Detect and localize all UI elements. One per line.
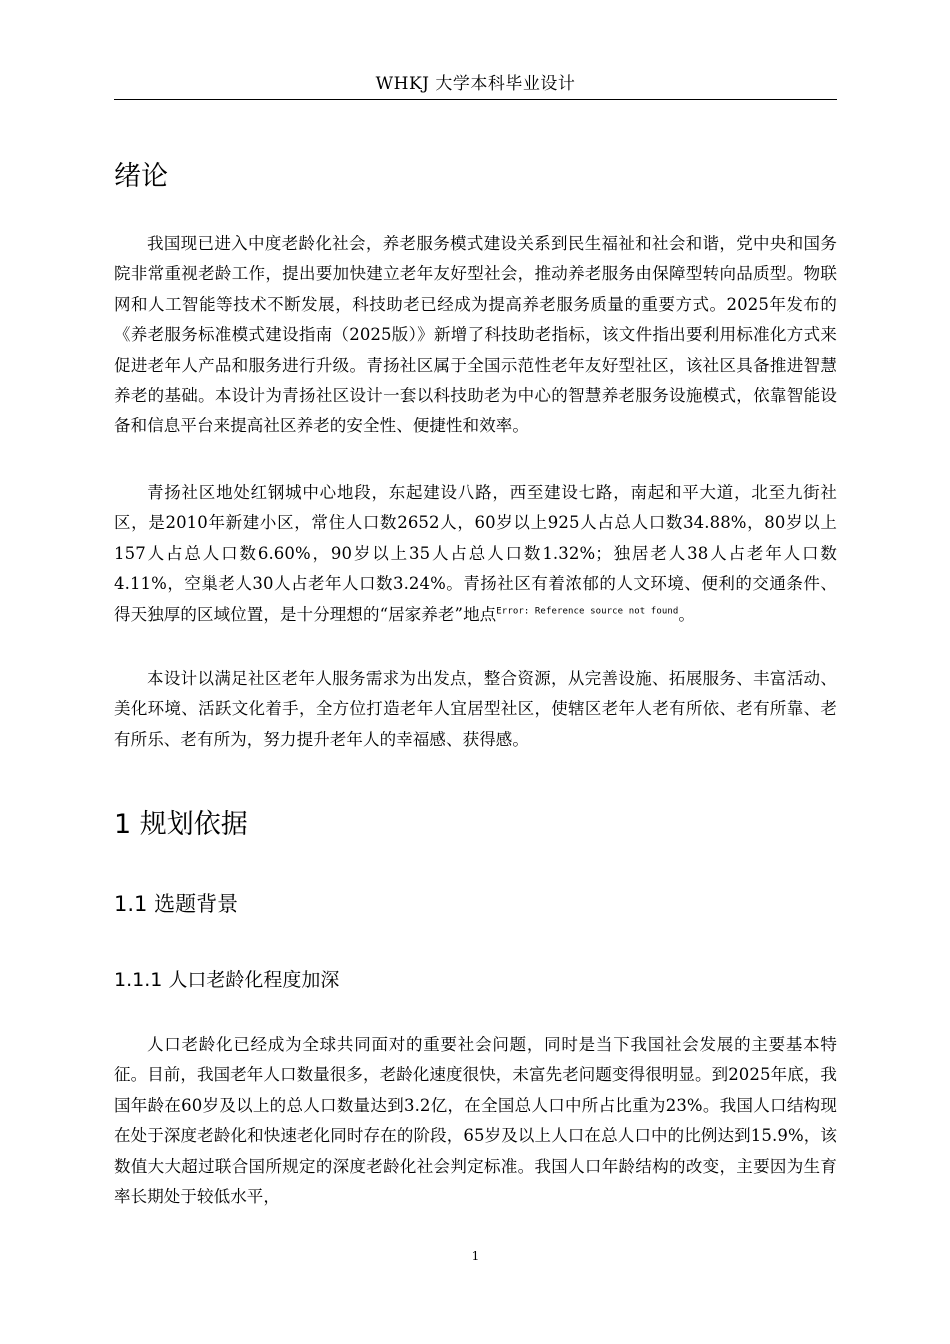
heading-chapter-1: 1 规划依据 bbox=[114, 809, 248, 840]
intro-paragraph-1: 我国现已进入中度老龄化社会，养老服务模式建设关系到民生福祉和社会和谐，党中央和国务院非常重视老龄工作，提出要加快建立老年友好型社会，推动养老服务由保障型转向品质型。物联网和人工智能等技术不断发展，科技助老已经成为提高养老服务质量的重要方式。2025年发布的《养老服务标准模式建设指南（2025版）》新增了科技助老指标，该文件指出要利用标准化方式来促进老年人产品和服务进行升级。青扬社区属于全国示范性老年友好型社区，该社区具备推进智慧养老的基础。本设计为青扬社区设计一套以科技助老为中心的智慧养老服务设施模式，依靠智能设备和信息平台来提高社区养老的安全性、便捷性和效率。 bbox=[114, 234, 837, 436]
intro-paragraph-2-end: 。 bbox=[678, 604, 695, 624]
intro-paragraph-3: 本设计以满足社区老年人服务需求为出发点，整合资源，从完善设施、拓展服务、丰富活动、美化环境、活跃文化着手，全方位打造老年人宜居型社区，使辖区老年人老有所依、老有所靠、老有所乐、老有所为，努力提升老年人的幸福感、获得感。 bbox=[114, 669, 837, 749]
chapter1-paragraph-1: 人口老龄化已经成为全球共同面对的重要社会问题，同时是当下我国社会发展的主要基本特征。目前，我国老年人口数量很多，老龄化速度很快，未富先老问题变得很明显。到2025年底，我国年龄在60岁及以上的总人口数量达到3.2亿，在全国总人口中所占比重为23%。我国人口结构现在处于深度老龄化和快速老化同时存在的阶段，65岁及以上人口在总人口中的比例达到15.9%，该数值大大超过联合国所规定的深度老龄化社会判定标准。我国人口年龄结构的改变，主要因为生育率长期处于较低水平， bbox=[114, 1035, 837, 1207]
heading-introduction: 绪论 bbox=[114, 161, 168, 192]
reference-error-note: Error: Reference source not found bbox=[496, 606, 679, 617]
intro-paragraph-2-text: 青扬社区地处红钢城中心地段，东起建设八路，西至建设七路，南起和平大道，北至九街社区，是2010年新建小区，常住人口数2652人，60岁以上925人占总人口数34.88%，80岁以上157人占总人口数6.60%，90岁以上35人占总人口数1.32%；独居老人38人占老年人口数4.11%，空巢老人30人占老年人口数3.24%。青扬社区有着浓郁的人文环境、便利的交通条件、得天独厚的区域位置，是十分理想的“居家养老”地点 bbox=[114, 483, 837, 624]
page-number: 1 bbox=[471, 1249, 480, 1263]
header-divider bbox=[114, 99, 837, 100]
heading-section-1-1: 1.1 选题背景 bbox=[114, 892, 239, 916]
heading-section-1-1-1: 1.1.1 人口老龄化程度加深 bbox=[114, 969, 340, 991]
intro-paragraph-2 bbox=[114, 478, 837, 630]
page-header-title: WHKJ 大学本科毕业设计 bbox=[375, 74, 576, 94]
